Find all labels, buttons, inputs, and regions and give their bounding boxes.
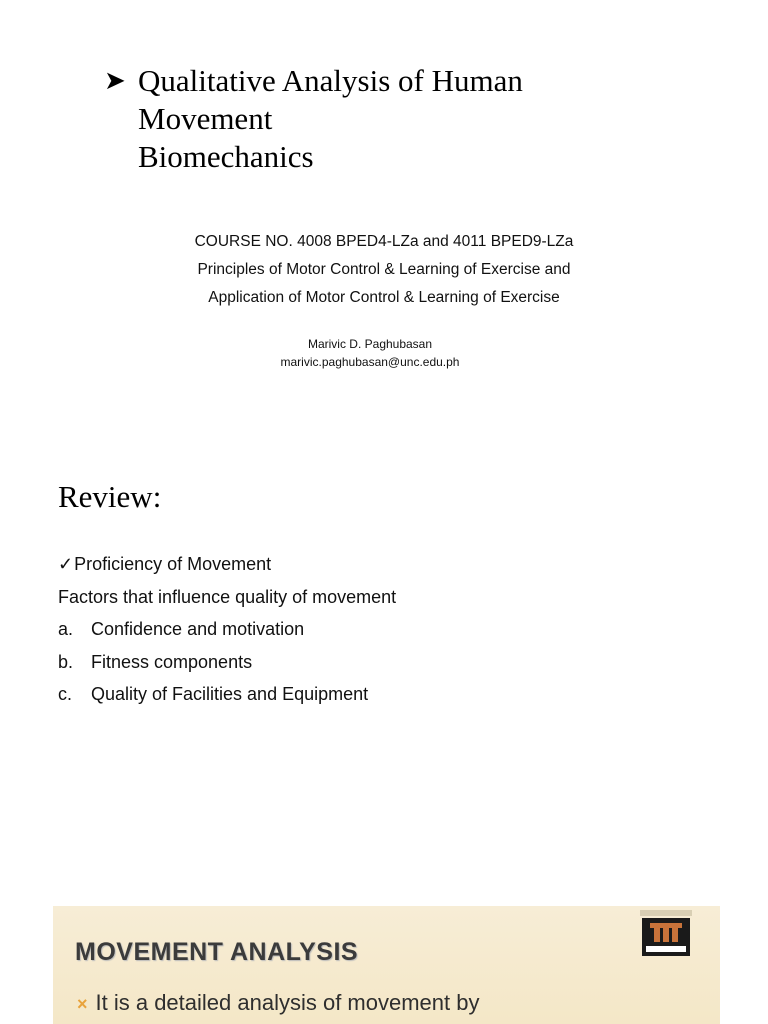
list-marker: c.	[58, 684, 73, 704]
x-bullet-icon: ×	[77, 994, 88, 1014]
factors-heading-text: Factors that influence quality of movement	[58, 586, 397, 607]
title-line-3: Biomechanics	[138, 139, 314, 174]
author-email: marivic.paghubasan@unc.edu.ph	[280, 355, 460, 369]
list-item-text: Quality of Facilities and Equipment	[91, 684, 369, 704]
review-list	[58, 548, 718, 711]
bullet-text: It is a detailed analysis of movement by	[95, 990, 480, 1015]
university-logo-icon	[640, 910, 692, 958]
list-marker: b.	[58, 651, 74, 672]
checkmark-icon: ✓	[58, 554, 74, 574]
slide-title	[104, 62, 704, 176]
list-item	[58, 678, 718, 711]
title-line-1: Qualitative Analysis of Human	[138, 63, 523, 98]
arrow-bullet-icon: ➤	[104, 66, 126, 95]
course-number: COURSE NO. 4008 BPED4-LZa and 4011 BPED9-LZa	[194, 233, 574, 250]
author-name: Marivic D. Paghubasan	[307, 337, 433, 351]
course-title-1: Principles of Motor Control & Learning of Exercise and	[197, 261, 571, 278]
list-item-text: Confidence and motivation	[91, 619, 305, 639]
list-marker: a.	[58, 619, 74, 639]
course-title-2: Application of Motor Control & Learning of Exercise	[208, 289, 560, 306]
checked-item	[58, 548, 718, 581]
checked-item-text: Proficiency of Movement	[74, 554, 272, 574]
list-item	[58, 613, 718, 646]
list-item	[58, 646, 718, 679]
title-line-2: Movement	[138, 101, 273, 136]
review-title: Review:	[58, 479, 162, 514]
movement-analysis-slide	[53, 906, 720, 1024]
course-info	[0, 228, 768, 312]
author-info	[0, 335, 740, 371]
list-item-text: Fitness components	[91, 651, 253, 672]
factors-heading	[58, 581, 718, 614]
bullet-row	[77, 990, 479, 1016]
slide-heading: MOVEMENT ANALYSIS	[75, 938, 359, 966]
